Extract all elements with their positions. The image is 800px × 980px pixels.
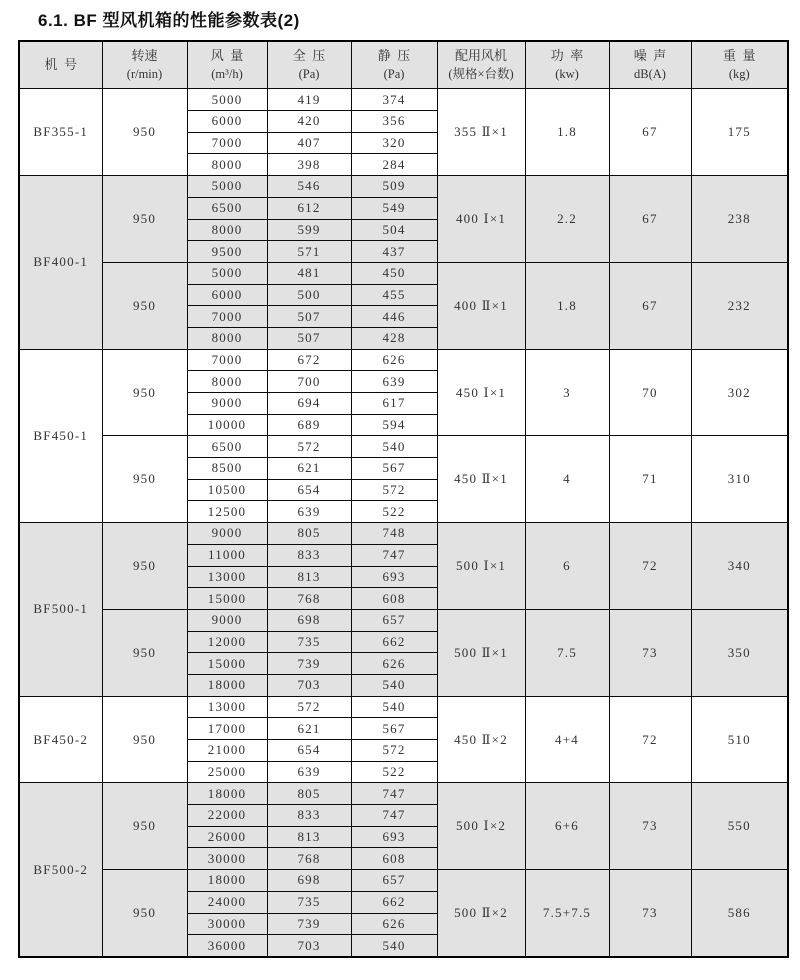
static-pressure-cell: 549 bbox=[351, 197, 437, 219]
static-pressure-cell: 747 bbox=[351, 805, 437, 827]
static-pressure-cell: 657 bbox=[351, 609, 437, 631]
flow-cell: 7000 bbox=[187, 306, 267, 328]
noise-cell: 72 bbox=[609, 696, 691, 783]
flow-cell: 18000 bbox=[187, 783, 267, 805]
flow-cell: 13000 bbox=[187, 566, 267, 588]
total-pressure-cell: 599 bbox=[267, 219, 351, 241]
flow-cell: 24000 bbox=[187, 891, 267, 913]
table-row bbox=[19, 523, 788, 545]
total-pressure-cell: 739 bbox=[267, 653, 351, 675]
power-cell: 1.8 bbox=[525, 262, 609, 349]
fan-cell: 500 Ⅰ×1 bbox=[437, 523, 525, 610]
fan-cell: 500 Ⅱ×1 bbox=[437, 609, 525, 696]
total-pressure-cell: 698 bbox=[267, 870, 351, 892]
static-pressure-cell: 455 bbox=[351, 284, 437, 306]
power-cell: 4+4 bbox=[525, 696, 609, 783]
total-pressure-cell: 672 bbox=[267, 349, 351, 371]
total-pressure-cell: 639 bbox=[267, 501, 351, 523]
static-pressure-cell: 626 bbox=[351, 349, 437, 371]
col-header-total-pressure: 全 压 (Pa) bbox=[267, 41, 351, 89]
fan-cell: 450 Ⅰ×1 bbox=[437, 349, 525, 436]
static-pressure-cell: 639 bbox=[351, 371, 437, 393]
static-pressure-cell: 747 bbox=[351, 544, 437, 566]
power-cell: 2.2 bbox=[525, 176, 609, 263]
weight-cell: 238 bbox=[691, 176, 788, 263]
weight-cell: 350 bbox=[691, 609, 788, 696]
col-header-power: 功 率 (kw) bbox=[525, 41, 609, 89]
static-pressure-cell: 522 bbox=[351, 761, 437, 783]
flow-cell: 17000 bbox=[187, 718, 267, 740]
static-pressure-cell: 626 bbox=[351, 653, 437, 675]
flow-cell: 22000 bbox=[187, 805, 267, 827]
col-header-total-pressure-unit: (Pa) bbox=[298, 67, 320, 82]
power-cell: 4 bbox=[525, 436, 609, 523]
fan-cell: 500 Ⅰ×2 bbox=[437, 783, 525, 870]
static-pressure-cell: 748 bbox=[351, 523, 437, 545]
noise-cell: 70 bbox=[609, 349, 691, 436]
table-row bbox=[19, 870, 788, 892]
static-pressure-cell: 540 bbox=[351, 674, 437, 696]
flow-cell: 9000 bbox=[187, 523, 267, 545]
fan-cell: 400 Ⅰ×1 bbox=[437, 176, 525, 263]
static-pressure-cell: 446 bbox=[351, 306, 437, 328]
speed-cell: 950 bbox=[102, 523, 187, 610]
speed-cell: 950 bbox=[102, 436, 187, 523]
noise-cell: 67 bbox=[609, 89, 691, 176]
flow-cell: 9000 bbox=[187, 609, 267, 631]
total-pressure-cell: 407 bbox=[267, 132, 351, 154]
flow-cell: 13000 bbox=[187, 696, 267, 718]
flow-cell: 5000 bbox=[187, 89, 267, 111]
static-pressure-cell: 747 bbox=[351, 783, 437, 805]
power-cell: 6 bbox=[525, 523, 609, 610]
fan-cell: 355 Ⅱ×1 bbox=[437, 89, 525, 176]
flow-cell: 8000 bbox=[187, 219, 267, 241]
speed-cell: 950 bbox=[102, 696, 187, 783]
total-pressure-cell: 572 bbox=[267, 436, 351, 458]
flow-cell: 11000 bbox=[187, 544, 267, 566]
static-pressure-cell: 693 bbox=[351, 826, 437, 848]
total-pressure-cell: 419 bbox=[267, 89, 351, 111]
noise-cell: 72 bbox=[609, 523, 691, 610]
noise-cell: 73 bbox=[609, 870, 691, 957]
speed-cell: 950 bbox=[102, 870, 187, 957]
static-pressure-cell: 608 bbox=[351, 848, 437, 870]
page-title: 6.1. BF 型风机箱的性能参数表(2) bbox=[38, 11, 300, 30]
total-pressure-cell: 739 bbox=[267, 913, 351, 935]
weight-cell: 232 bbox=[691, 262, 788, 349]
col-header-static-pressure: 静 压 (Pa) bbox=[351, 41, 437, 89]
flow-cell: 26000 bbox=[187, 826, 267, 848]
col-header-static-pressure-unit: (Pa) bbox=[383, 67, 405, 82]
col-header-fan: 配用风机 (规格×台数) bbox=[437, 41, 525, 89]
table-header bbox=[19, 41, 788, 89]
flow-cell: 8500 bbox=[187, 458, 267, 480]
flow-cell: 8000 bbox=[187, 154, 267, 176]
static-pressure-cell: 662 bbox=[351, 631, 437, 653]
flow-cell: 5000 bbox=[187, 262, 267, 284]
static-pressure-cell: 662 bbox=[351, 891, 437, 913]
col-header-fan-unit: (规格×台数) bbox=[448, 67, 514, 82]
table-row bbox=[19, 436, 788, 458]
table-row bbox=[19, 783, 788, 805]
model-cell: BF400-1 bbox=[19, 176, 102, 350]
total-pressure-cell: 805 bbox=[267, 523, 351, 545]
static-pressure-cell: 617 bbox=[351, 393, 437, 415]
static-pressure-cell: 572 bbox=[351, 740, 437, 762]
flow-cell: 6000 bbox=[187, 111, 267, 133]
total-pressure-cell: 500 bbox=[267, 284, 351, 306]
weight-cell: 586 bbox=[691, 870, 788, 957]
total-pressure-cell: 481 bbox=[267, 262, 351, 284]
flow-cell: 9000 bbox=[187, 393, 267, 415]
speed-cell: 950 bbox=[102, 89, 187, 176]
total-pressure-cell: 735 bbox=[267, 891, 351, 913]
col-header-power-unit: (kw) bbox=[555, 67, 579, 82]
static-pressure-cell: 428 bbox=[351, 327, 437, 349]
weight-cell: 175 bbox=[691, 89, 788, 176]
weight-cell: 510 bbox=[691, 696, 788, 783]
power-cell: 6+6 bbox=[525, 783, 609, 870]
model-cell: BF355-1 bbox=[19, 89, 102, 176]
total-pressure-cell: 420 bbox=[267, 111, 351, 133]
col-header-weight: 重 量 (kg) bbox=[691, 41, 788, 89]
total-pressure-cell: 768 bbox=[267, 588, 351, 610]
total-pressure-cell: 639 bbox=[267, 761, 351, 783]
weight-cell: 302 bbox=[691, 349, 788, 436]
static-pressure-cell: 284 bbox=[351, 154, 437, 176]
col-header-flow: 风 量 (m³/h) bbox=[187, 41, 267, 89]
table-row bbox=[19, 609, 788, 631]
weight-cell: 550 bbox=[691, 783, 788, 870]
total-pressure-cell: 805 bbox=[267, 783, 351, 805]
total-pressure-cell: 398 bbox=[267, 154, 351, 176]
total-pressure-cell: 694 bbox=[267, 393, 351, 415]
flow-cell: 7000 bbox=[187, 349, 267, 371]
table-body bbox=[19, 89, 788, 957]
flow-cell: 10000 bbox=[187, 414, 267, 436]
static-pressure-cell: 504 bbox=[351, 219, 437, 241]
total-pressure-cell: 612 bbox=[267, 197, 351, 219]
noise-cell: 67 bbox=[609, 176, 691, 263]
flow-cell: 12000 bbox=[187, 631, 267, 653]
total-pressure-cell: 621 bbox=[267, 458, 351, 480]
total-pressure-cell: 813 bbox=[267, 826, 351, 848]
flow-cell: 18000 bbox=[187, 870, 267, 892]
flow-cell: 8000 bbox=[187, 327, 267, 349]
col-header-model: 机 号 bbox=[19, 41, 102, 89]
total-pressure-cell: 654 bbox=[267, 740, 351, 762]
speed-cell: 950 bbox=[102, 262, 187, 349]
total-pressure-cell: 703 bbox=[267, 674, 351, 696]
total-pressure-cell: 572 bbox=[267, 696, 351, 718]
model-cell: BF450-2 bbox=[19, 696, 102, 783]
total-pressure-cell: 654 bbox=[267, 479, 351, 501]
model-cell: BF500-2 bbox=[19, 783, 102, 957]
speed-cell: 950 bbox=[102, 609, 187, 696]
table-row bbox=[19, 89, 788, 111]
speed-cell: 950 bbox=[102, 349, 187, 436]
static-pressure-cell: 450 bbox=[351, 262, 437, 284]
flow-cell: 36000 bbox=[187, 935, 267, 957]
flow-cell: 18000 bbox=[187, 674, 267, 696]
header-row bbox=[19, 41, 788, 89]
noise-cell: 71 bbox=[609, 436, 691, 523]
flow-cell: 6500 bbox=[187, 436, 267, 458]
total-pressure-cell: 507 bbox=[267, 306, 351, 328]
total-pressure-cell: 689 bbox=[267, 414, 351, 436]
flow-cell: 8000 bbox=[187, 371, 267, 393]
fan-cell: 450 Ⅱ×1 bbox=[437, 436, 525, 523]
total-pressure-cell: 703 bbox=[267, 935, 351, 957]
static-pressure-cell: 509 bbox=[351, 176, 437, 198]
fan-cell: 450 Ⅱ×2 bbox=[437, 696, 525, 783]
weight-cell: 340 bbox=[691, 523, 788, 610]
total-pressure-cell: 621 bbox=[267, 718, 351, 740]
flow-cell: 30000 bbox=[187, 913, 267, 935]
static-pressure-cell: 572 bbox=[351, 479, 437, 501]
static-pressure-cell: 608 bbox=[351, 588, 437, 610]
total-pressure-cell: 813 bbox=[267, 566, 351, 588]
static-pressure-cell: 693 bbox=[351, 566, 437, 588]
static-pressure-cell: 567 bbox=[351, 718, 437, 740]
total-pressure-cell: 507 bbox=[267, 327, 351, 349]
model-cell: BF500-1 bbox=[19, 523, 102, 697]
fan-cell: 500 Ⅱ×2 bbox=[437, 870, 525, 957]
speed-cell: 950 bbox=[102, 176, 187, 263]
static-pressure-cell: 437 bbox=[351, 241, 437, 263]
flow-cell: 5000 bbox=[187, 176, 267, 198]
fan-cell: 400 Ⅱ×1 bbox=[437, 262, 525, 349]
table-row bbox=[19, 696, 788, 718]
power-cell: 3 bbox=[525, 349, 609, 436]
total-pressure-cell: 735 bbox=[267, 631, 351, 653]
static-pressure-cell: 540 bbox=[351, 436, 437, 458]
total-pressure-cell: 833 bbox=[267, 544, 351, 566]
performance-table bbox=[18, 40, 789, 958]
flow-cell: 10500 bbox=[187, 479, 267, 501]
model-cell: BF450-1 bbox=[19, 349, 102, 523]
noise-cell: 67 bbox=[609, 262, 691, 349]
flow-cell: 30000 bbox=[187, 848, 267, 870]
static-pressure-cell: 320 bbox=[351, 132, 437, 154]
noise-cell: 73 bbox=[609, 609, 691, 696]
flow-cell: 7000 bbox=[187, 132, 267, 154]
table-row bbox=[19, 176, 788, 198]
total-pressure-cell: 768 bbox=[267, 848, 351, 870]
noise-cell: 73 bbox=[609, 783, 691, 870]
static-pressure-cell: 540 bbox=[351, 696, 437, 718]
col-header-flow-unit: (m³/h) bbox=[211, 67, 243, 82]
total-pressure-cell: 698 bbox=[267, 609, 351, 631]
static-pressure-cell: 374 bbox=[351, 89, 437, 111]
flow-cell: 21000 bbox=[187, 740, 267, 762]
power-cell: 7.5+7.5 bbox=[525, 870, 609, 957]
static-pressure-cell: 567 bbox=[351, 458, 437, 480]
flow-cell: 12500 bbox=[187, 501, 267, 523]
col-header-noise: 噪 声 dB(A) bbox=[609, 41, 691, 89]
col-header-speed-unit: (r/min) bbox=[126, 67, 163, 82]
flow-cell: 25000 bbox=[187, 761, 267, 783]
static-pressure-cell: 594 bbox=[351, 414, 437, 436]
flow-cell: 15000 bbox=[187, 588, 267, 610]
static-pressure-cell: 356 bbox=[351, 111, 437, 133]
power-cell: 7.5 bbox=[525, 609, 609, 696]
col-header-noise-unit: dB(A) bbox=[634, 67, 666, 82]
weight-cell: 310 bbox=[691, 436, 788, 523]
total-pressure-cell: 833 bbox=[267, 805, 351, 827]
col-header-weight-unit: (kg) bbox=[728, 67, 750, 82]
table-row bbox=[19, 349, 788, 371]
static-pressure-cell: 522 bbox=[351, 501, 437, 523]
total-pressure-cell: 700 bbox=[267, 371, 351, 393]
table-row bbox=[19, 262, 788, 284]
flow-cell: 6000 bbox=[187, 284, 267, 306]
power-cell: 1.8 bbox=[525, 89, 609, 176]
total-pressure-cell: 546 bbox=[267, 176, 351, 198]
total-pressure-cell: 571 bbox=[267, 241, 351, 263]
col-header-speed: 转速 (r/min) bbox=[102, 41, 187, 89]
speed-cell: 950 bbox=[102, 783, 187, 870]
flow-cell: 6500 bbox=[187, 197, 267, 219]
flow-cell: 15000 bbox=[187, 653, 267, 675]
static-pressure-cell: 657 bbox=[351, 870, 437, 892]
static-pressure-cell: 626 bbox=[351, 913, 437, 935]
static-pressure-cell: 540 bbox=[351, 935, 437, 957]
flow-cell: 9500 bbox=[187, 241, 267, 263]
